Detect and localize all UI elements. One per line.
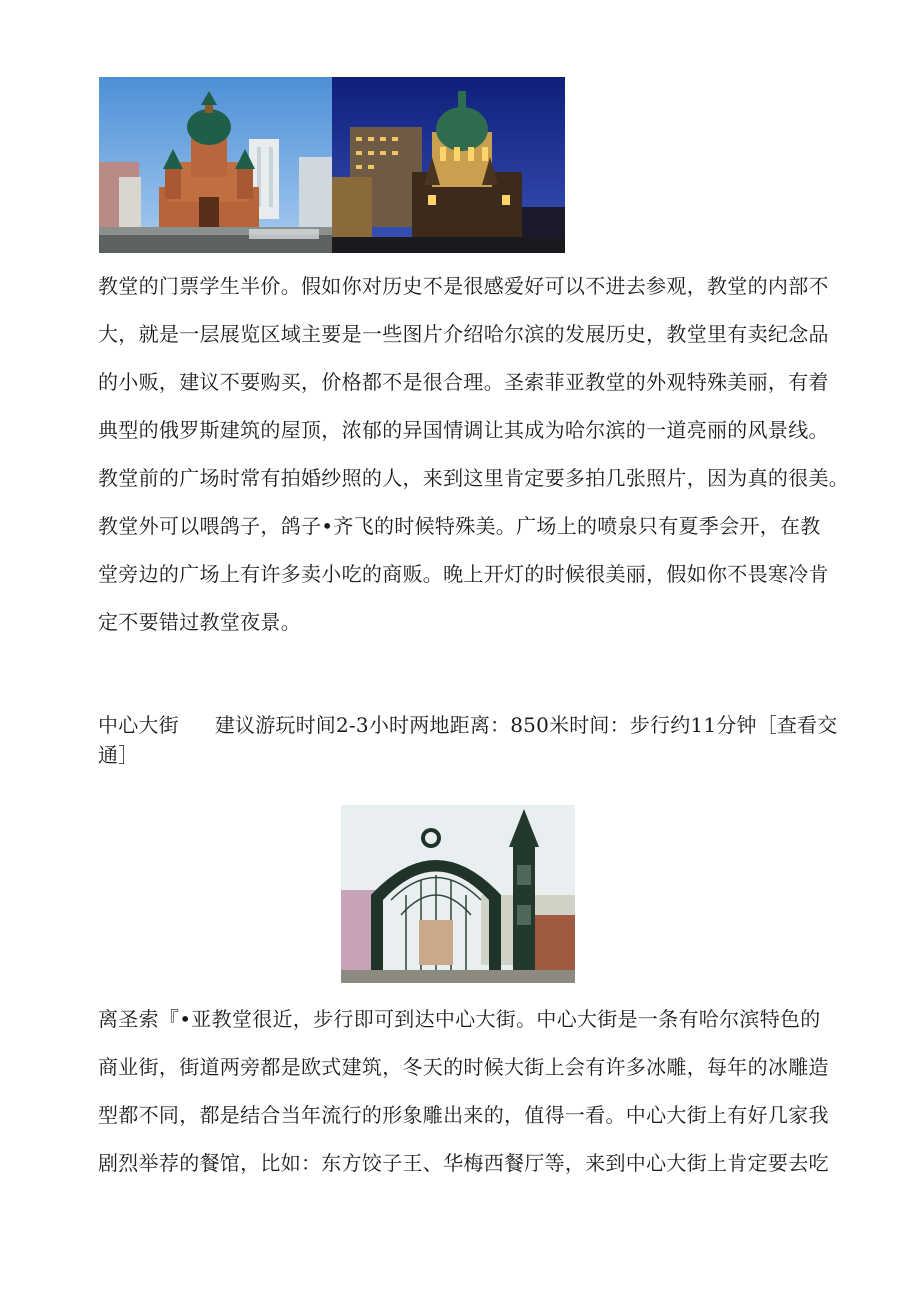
attraction-name: 中心大街 xyxy=(98,713,179,737)
paragraph-line: 离圣索『•亚教堂很近，步行即可到达中心大街。中心大街是一条有哈尔滨特色的 xyxy=(98,1007,821,1031)
view-transport-link[interactable]: 通］ xyxy=(98,743,139,767)
paragraph-line: 堂旁边的广场上有许多卖小吃的商贩。晚上开灯的时候很美丽，假如你不畏寒冷肯 xyxy=(98,562,829,586)
central-street-photo xyxy=(341,805,575,983)
paragraph-line: 型都不同，都是结合当年流行的形象雕出来的，值得一看。中心大街上有好几家我 xyxy=(98,1103,829,1127)
paragraph-line: 商业街，街道两旁都是欧式建筑，冬天的时候大街上会有许多冰雕，每年的冰雕造 xyxy=(98,1055,829,1079)
attraction-info: 建议游玩时间2-3小时两地距离：850米时间：步行约11分钟［查看交 xyxy=(214,713,838,737)
attraction-header xyxy=(98,710,838,770)
paragraph-line: 教堂外可以喂鸽子，鸽子•齐飞的时候特殊美。广场上的喷泉只有夏季会开，在教 xyxy=(98,514,821,538)
paragraph-line: 教堂前的广场时常有拍婚纱照的人，来到这里肯定要多拍几张照片，因为真的很美。 xyxy=(98,466,850,490)
paragraph-line: 的小贩，建议不要购买，价格都不是很合理。圣索菲亚教堂的外观特殊美丽，有着 xyxy=(98,370,829,394)
church-day-photo xyxy=(99,77,332,253)
paragraph-line: 典型的俄罗斯建筑的屋顶，浓郁的异国情调让其成为哈尔滨的一道亮丽的风景线。 xyxy=(98,418,829,442)
paragraph-line: 大，就是一层展览区域主要是一些图片介绍哈尔滨的发展历史，教堂里有卖纪念品 xyxy=(98,322,829,346)
paragraph-line: 定不要错过教堂夜景。 xyxy=(98,610,301,634)
central-street-paragraph xyxy=(98,995,829,1187)
church-paragraph xyxy=(98,262,850,646)
church-night-photo xyxy=(332,77,565,253)
paragraph-line: 剧烈举荐的餐馆，比如：东方饺子王、华梅西餐厅等，来到中心大街上肯定要去吃 xyxy=(98,1151,829,1175)
paragraph-line: 教堂的门票学生半价。假如你对历史不是很感爱好可以不进去参观，教堂的内部不 xyxy=(98,274,829,298)
